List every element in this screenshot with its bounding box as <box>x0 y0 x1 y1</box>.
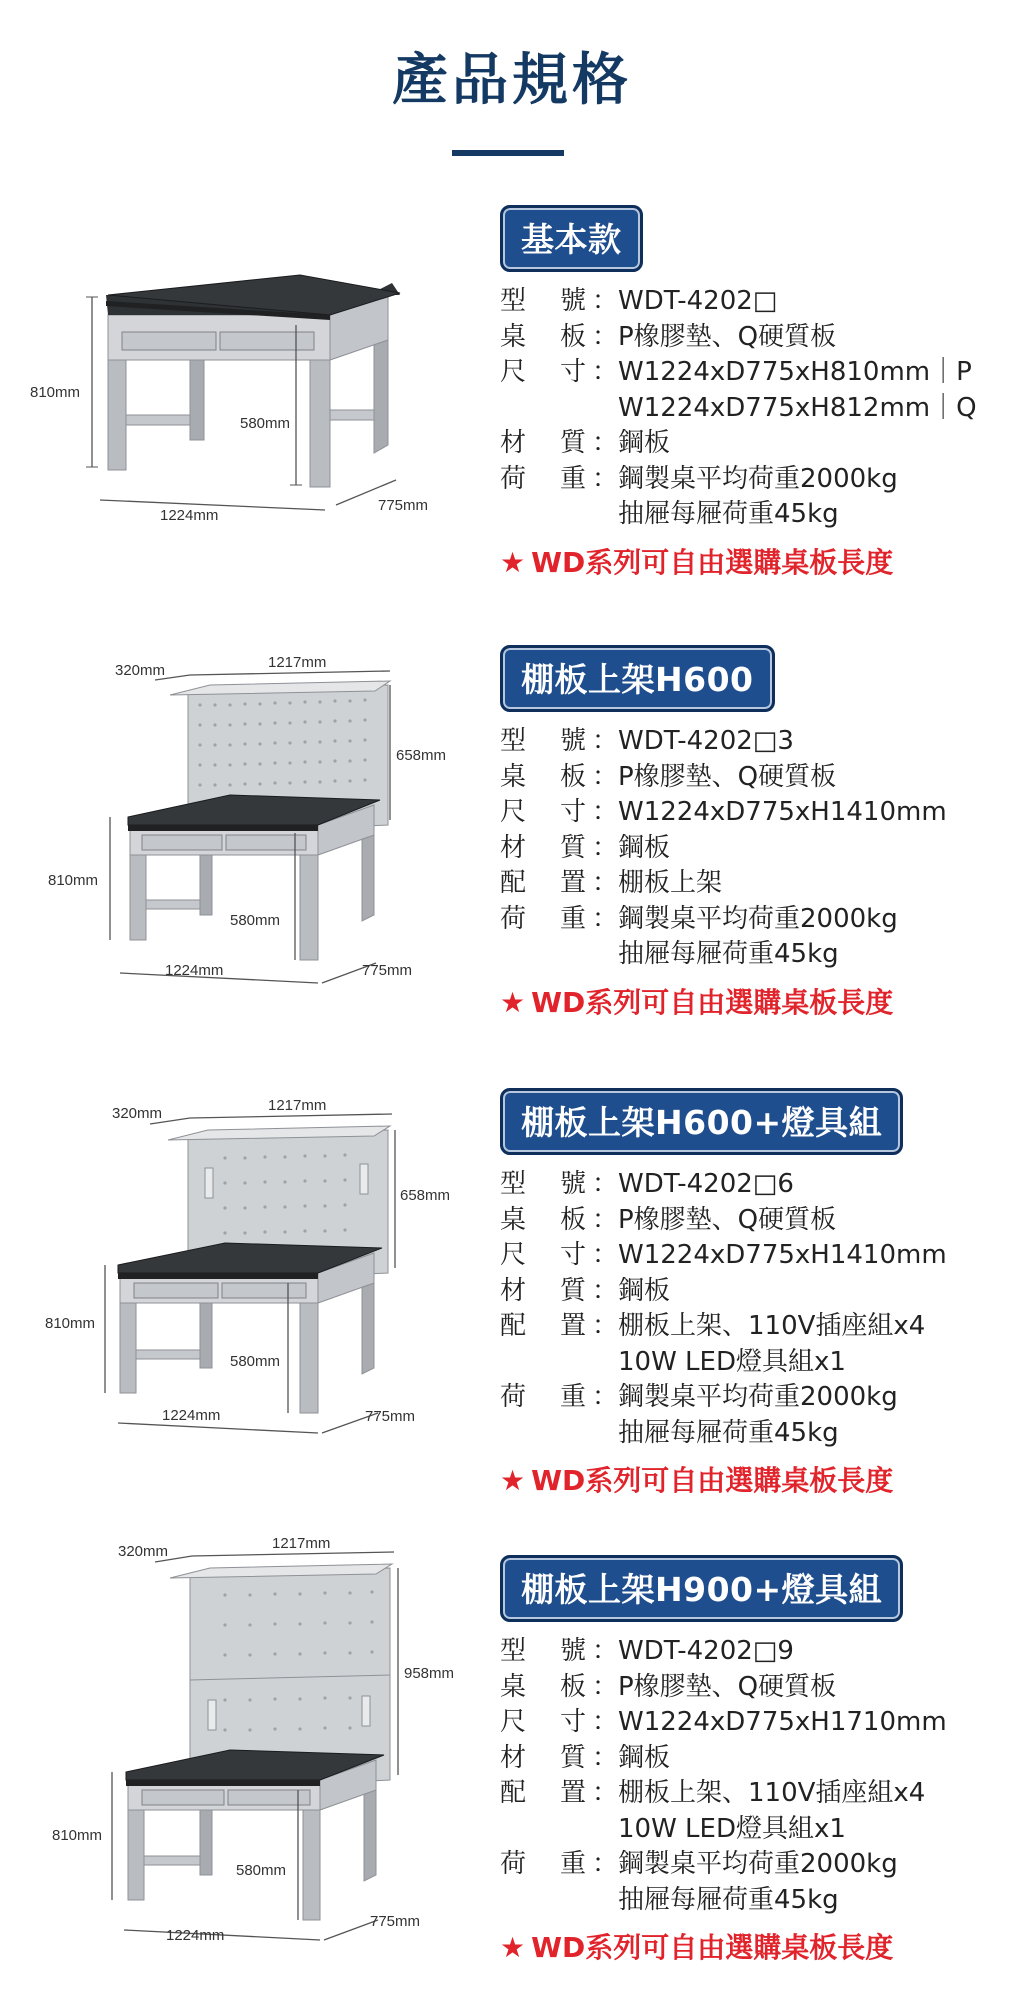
spec-row-material: 材 質 ： 鋼板 <box>500 1275 671 1306</box>
dim-shelf-width: 1217mm <box>272 1535 331 1552</box>
dim-inner: 580mm <box>236 1862 287 1879</box>
variant-badge: 棚板上架H900+燈具組 <box>500 1555 903 1622</box>
product-drawing <box>0 205 480 545</box>
dim-shelf-width: 1217mm <box>268 1097 327 1114</box>
spec-row-top: 桌 板 ： P橡膠墊、Q硬質板 <box>500 320 1010 356</box>
product-section-h600 <box>0 645 1024 1035</box>
spec-row-model: 型 號 ： WDT-4202□ <box>500 284 1010 320</box>
spec-row-config: 配 置 ： 棚板上架 <box>500 868 723 898</box>
product-section-h600-light <box>0 1088 1024 1497</box>
variant-badge: 棚板上架H600+燈具組 <box>500 1088 903 1155</box>
spec-row-size: 尺 寸 ： W1224xD775xH1410mm <box>500 1240 947 1270</box>
spec-row-model: 型 號 ： WDT-4202□9 <box>500 1636 794 1666</box>
title-underline <box>452 150 564 156</box>
spec-row-model: 型 號 ： WDT-4202□3 <box>500 726 794 756</box>
option-note: ★ WD系列可自由選購桌板長度 <box>500 1464 894 1497</box>
spec-row-load: 荷 重 ： 鋼製桌平均荷重2000kg 抽屜每屜荷重45kg <box>500 463 898 529</box>
dim-shelf-depth: 320mm <box>112 1105 163 1122</box>
workbench-tall-shelf-diagram <box>0 1530 480 1950</box>
dim-inner: 580mm <box>230 912 281 929</box>
spec-row-load: 荷 重 ： 鋼製桌平均荷重2000kg 抽屜每屜荷重45kg <box>500 1849 898 1915</box>
spec-row-size: 尺 寸 ： W1224xD775xH1410mm <box>500 797 947 827</box>
dim-depth: 775mm <box>362 962 413 979</box>
spec-block <box>500 1088 1010 1499</box>
spec-row-model: 型 號 ： WDT-4202□6 <box>500 1169 794 1199</box>
spec-block <box>500 645 1010 1021</box>
spec-row-top: 桌 板 ： P橡膠墊、Q硬質板 <box>500 761 837 792</box>
star-icon: ★ <box>500 1931 526 1964</box>
dim-panel-height: 958mm <box>404 1665 455 1682</box>
dim-shelf-width: 1217mm <box>268 654 327 671</box>
size-value-p: W1224xD775xH810mm｜P <box>618 357 972 387</box>
spec-row-config: 配 置 ： 棚板上架、110V插座組x4 10W LED燈具組x1 <box>500 1311 926 1377</box>
dim-depth: 775mm <box>378 497 429 514</box>
option-note: ★ WD系列可自由選購桌板長度 <box>500 985 894 1019</box>
spec-row-size: 尺 寸 ： W1224xD775xH1710mm <box>500 1707 947 1737</box>
dim-height: 810mm <box>48 872 99 889</box>
spec-row-material: 材 質 ： 鋼板 <box>500 426 1010 462</box>
dim-depth: 775mm <box>370 1913 421 1930</box>
spec-row-load: 荷 重 ： 鋼製桌平均荷重2000kg 抽屜每屜荷重45kg <box>500 1382 898 1448</box>
material-value: 鋼板 <box>618 428 671 458</box>
dim-width: 1224mm <box>160 507 219 524</box>
star-icon: ★ <box>500 545 526 579</box>
spec-row-size: 尺 寸 ： W1224xD775xH810mm｜P W1224xD775xH812mm｜Q <box>500 355 1010 426</box>
variant-badge: 基本款 <box>500 205 643 272</box>
dim-inner: 580mm <box>230 1353 281 1370</box>
spec-block <box>500 205 1010 581</box>
spec-row-top: 桌 板 ： P橡膠墊、Q硬質板 <box>500 1671 837 1702</box>
product-section-h900-light <box>0 1530 1024 1990</box>
page-title: 產品規格 <box>392 48 632 113</box>
top-value: P橡膠墊、Q硬質板 <box>618 321 837 352</box>
spec-row-config: 配 置 ： 棚板上架、110V插座組x4 10W LED燈具組x1 <box>500 1778 926 1844</box>
product-drawing <box>0 1088 480 1448</box>
dim-shelf-depth: 320mm <box>118 1543 169 1560</box>
workbench-shelf-light-diagram <box>0 1088 480 1448</box>
spec-row-top: 桌 板 ： P橡膠墊、Q硬質板 <box>500 1204 837 1235</box>
product-drawing <box>0 645 480 1005</box>
workbench-diagram <box>0 205 480 545</box>
dim-height: 810mm <box>45 1315 96 1332</box>
spec-row-load: 荷 重 ： 鋼製桌平均荷重2000kg 抽屜每屜荷重45kg <box>500 903 898 969</box>
variant-badge: 棚板上架H600 <box>500 645 775 712</box>
product-section-basic <box>0 205 1024 605</box>
spec-row-material: 材 質 ： 鋼板 <box>500 832 671 863</box>
dim-inner: 580mm <box>240 415 291 432</box>
dim-width: 1224mm <box>165 962 224 979</box>
dim-shelf-depth: 320mm <box>115 662 166 679</box>
spec-row-material: 材 質 ： 鋼板 <box>500 1742 671 1773</box>
dim-panel-height: 658mm <box>400 1187 451 1204</box>
spec-block <box>500 1555 1010 1966</box>
option-note: ★ WD系列可自由選購桌板長度 <box>500 1931 894 1964</box>
star-icon: ★ <box>500 1464 526 1497</box>
product-drawing <box>0 1530 480 1950</box>
dim-depth: 775mm <box>365 1408 416 1425</box>
workbench-shelf-diagram <box>0 645 480 1005</box>
star-icon: ★ <box>500 985 526 1019</box>
size-value-q: W1224xD775xH812mm｜Q <box>618 392 977 423</box>
model-value: WDT-4202□ <box>618 286 778 316</box>
dim-width: 1224mm <box>166 1927 225 1944</box>
dim-height: 810mm <box>30 384 81 401</box>
dim-height: 810mm <box>52 1827 103 1844</box>
dim-panel-height: 658mm <box>396 747 447 764</box>
dim-width: 1224mm <box>162 1407 221 1424</box>
option-note: ★ WD系列可自由選購桌板長度 <box>500 545 894 579</box>
